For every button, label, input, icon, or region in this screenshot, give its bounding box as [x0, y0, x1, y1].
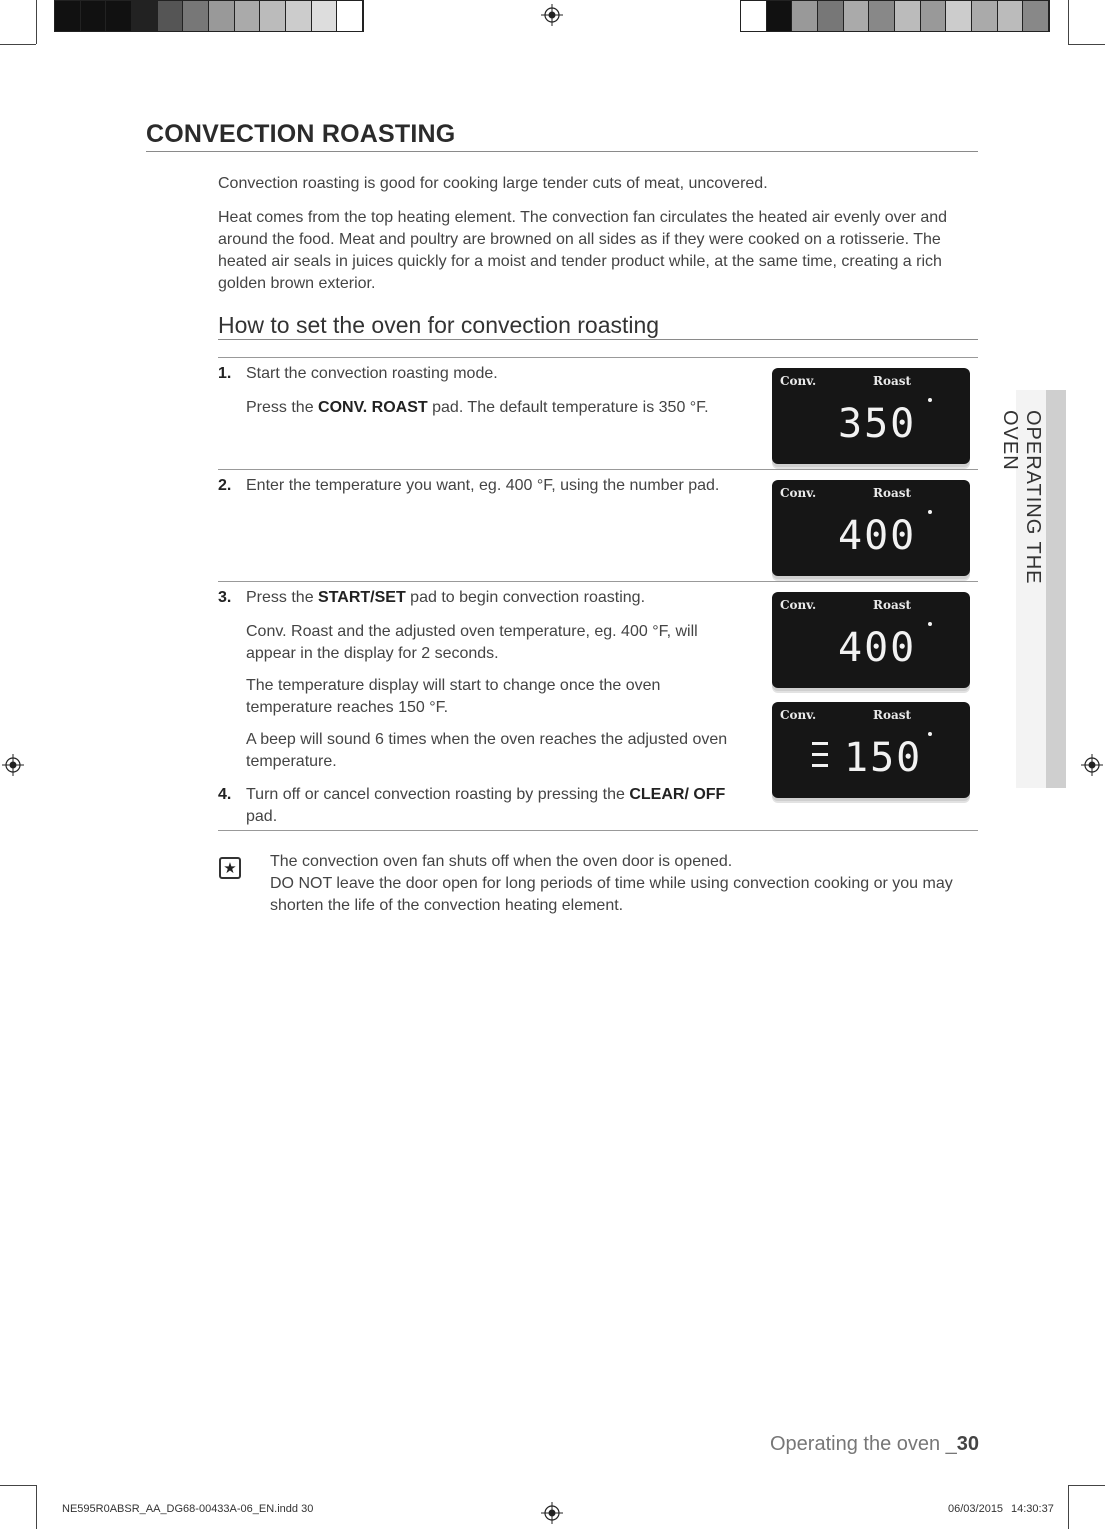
display-temperature: 400 — [838, 625, 917, 671]
crop-mark — [1068, 0, 1069, 44]
registration-mark-icon — [1081, 754, 1103, 776]
degree-dot — [928, 398, 932, 402]
crop-mark — [0, 1485, 36, 1486]
step-text: Turn off or cancel convection roasting by pressing the CLEAR/ OFF pad. — [246, 786, 726, 825]
description-paragraph: Heat comes from the top heating element. The convection fan circulates the heated air evenly over and around the food. Meat and poultry are browned on all sides as if they were cooked on a rotisserie. The heated air seals in juices quickly for a moist and tender product while, at the same time, creating a rich golden brown exterior. — [218, 209, 948, 292]
display-roast-label: Roast — [873, 486, 912, 500]
display-temperature: 150 — [844, 735, 923, 781]
subsection-divider — [218, 339, 978, 340]
step-text: Press the START/SET pad to begin convection roasting. — [246, 589, 646, 606]
step-detail: Conv. Roast and the adjusted oven temperature, eg. 400 °F, will appear in the display for 2 seconds. — [246, 623, 698, 662]
display-conv-label: Conv. — [780, 374, 817, 388]
oven-display — [772, 368, 970, 464]
side-tab-label: OPERATING THE OVEN — [999, 410, 1044, 585]
registration-mark-icon — [2, 754, 24, 776]
intro-paragraph: Convection roasting is good for cooking large tender cuts of meat, uncovered. — [218, 175, 768, 192]
section-title: CONVECTION ROASTING — [146, 120, 456, 148]
step-number: 1. — [218, 365, 232, 382]
registration-mark-icon — [541, 4, 563, 26]
note-text — [270, 851, 990, 917]
page-footer — [770, 1433, 979, 1456]
page-number: 30 — [956, 1433, 980, 1455]
step-detail: The temperature display will start to change once the oven temperature reaches 150 °F. — [246, 677, 661, 716]
display-conv-label: Conv. — [780, 486, 817, 500]
star-icon: ★ — [219, 857, 241, 879]
side-tab-bar — [1046, 390, 1066, 788]
step-number: 2. — [218, 477, 232, 494]
print-date: 06/03/2015 — [948, 1503, 1004, 1515]
step-detail: Press the CONV. ROAST pad. The default temperature is 350 °F. — [246, 399, 709, 416]
note-line: The convection oven fan shuts off when the oven door is opened. — [270, 853, 733, 870]
step-number: 3. — [218, 589, 232, 606]
display-temperature: 400 — [838, 513, 917, 559]
footer-label: Operating the oven _ — [770, 1433, 957, 1455]
crop-mark — [36, 0, 37, 44]
display-conv-label: Conv. — [780, 598, 817, 612]
registration-mark-icon — [541, 1502, 563, 1524]
oven-display — [772, 592, 970, 688]
color-bar-left — [54, 0, 364, 32]
display-roast-label: Roast — [873, 598, 912, 612]
crop-mark — [1068, 44, 1105, 45]
display-conv-label: Conv. — [780, 708, 817, 722]
oven-display — [772, 480, 970, 576]
crop-mark — [1068, 1485, 1069, 1529]
crop-mark — [0, 44, 36, 45]
step-detail: A beep will sound 6 times when the oven reaches the adjusted oven temperature. — [246, 731, 728, 770]
step-divider — [218, 581, 978, 582]
subsection-title: How to set the oven for convection roasting — [218, 312, 660, 338]
note-line: DO NOT leave the door open for long periods of time while using convection cooking or you may shorten the life of the convection heating element. — [270, 875, 953, 914]
preheat-bars-icon — [812, 742, 828, 775]
print-file-info: NE595R0ABSR_AA_DG68-00433A-06_EN.indd 30 — [62, 1503, 314, 1515]
crop-mark — [36, 1485, 37, 1529]
step-divider — [218, 830, 978, 831]
display-roast-label: Roast — [873, 374, 912, 388]
oven-display — [772, 702, 970, 798]
crop-mark — [1068, 1485, 1105, 1486]
display-roast-label: Roast — [873, 708, 912, 722]
display-temperature: 350 — [838, 401, 917, 447]
title-divider — [146, 151, 978, 152]
degree-dot — [928, 732, 932, 736]
step-text: Enter the temperature you want, eg. 400 °F, using the number pad. — [246, 477, 720, 494]
step-number: 4. — [218, 786, 232, 803]
step-divider — [218, 357, 978, 358]
step-text: Start the convection roasting mode. — [246, 365, 498, 382]
step-divider — [218, 469, 978, 470]
degree-dot — [928, 510, 932, 514]
degree-dot — [928, 622, 932, 626]
color-bar-right — [740, 0, 1050, 32]
print-time: 14:30:37 — [1011, 1503, 1054, 1515]
